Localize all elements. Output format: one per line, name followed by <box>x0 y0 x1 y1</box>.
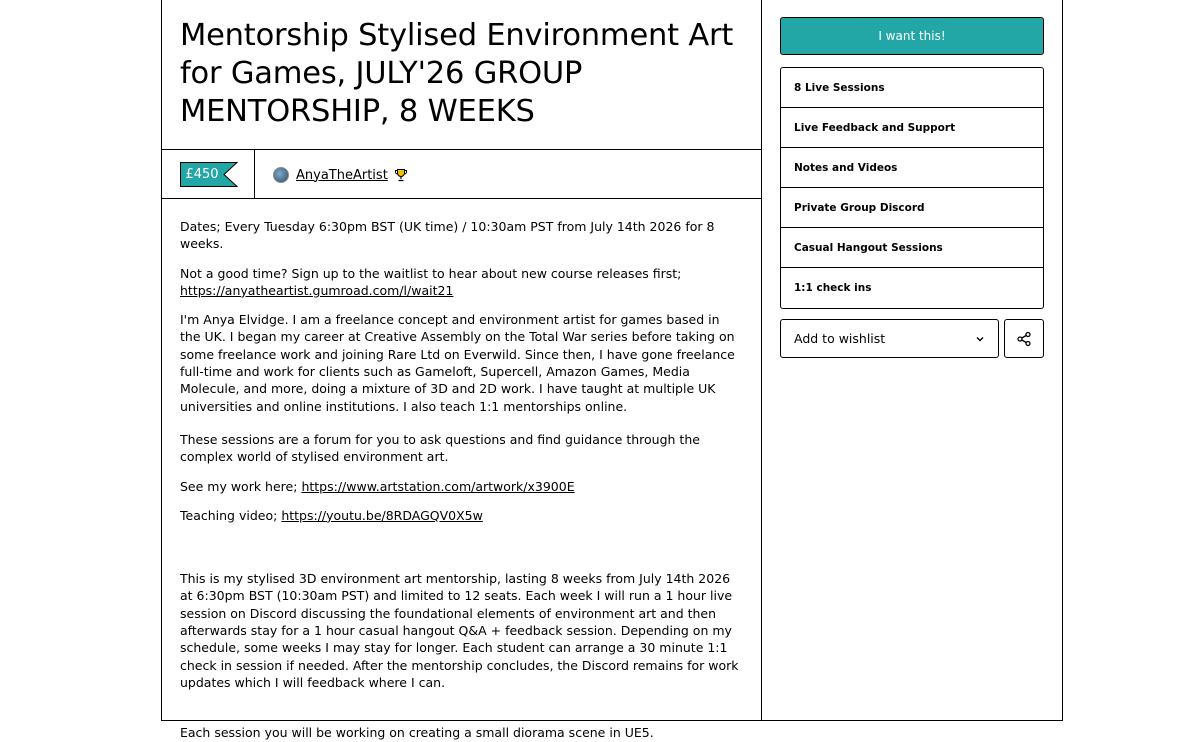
description-diorama: Each session you will be working on creating a small diorama scene in UE5. <box>180 725 654 741</box>
video-link[interactable]: https://youtu.be/8RDAGQV0X5w <box>281 507 483 523</box>
waitlist-text: Not a good time? Sign up to the waitlist to hear about new course releases first; <box>180 265 682 281</box>
wishlist-label: Add to wishlist <box>794 331 886 346</box>
description-overview: This is my stylised 3D environment art mentorship, lasting 8 weeks from July 14th 2026 at 6:30pm BST (10:30am PST) and limited to 12 seats. Each week I will run a 1 hour live session on Discord discussing the foundational elements of environment art and then afterwards stay for a 1 hour casual hangout Q&A + feedback session. Depending on my schedule, some weeks I may stay for longer. Each student can arrange a 30 minute 1:1 check in session if needed. After the mentorship concludes, the Discord remains for work updates which I will feedback where I can. <box>180 571 739 690</box>
portfolio-link[interactable]: https://www.artstation.com/artwork/x3900E <box>301 478 575 494</box>
description-forum: These sessions are a forum for you to ask questions and find guidance through the complex world of stylised environment art. <box>180 431 700 465</box>
feature-item: Casual Hangout Sessions <box>781 228 1043 268</box>
meta-divider <box>162 198 761 199</box>
price-creator-separator <box>254 149 255 199</box>
description-portfolio <box>180 478 742 495</box>
buy-button[interactable]: I want this! <box>780 17 1044 55</box>
description-waitlist <box>180 265 742 300</box>
share-button[interactable] <box>1004 319 1044 358</box>
description-dates: Dates; Every Tuesday 6:30pm BST (UK time) / 10:30am PST from July 14th 2026 for 8 weeks. <box>180 219 715 252</box>
feature-item: Notes and Videos <box>781 148 1043 188</box>
video-text: Teaching video; <box>180 507 278 523</box>
feature-item: Private Group Discord <box>781 188 1043 228</box>
creator-name[interactable]: AnyaTheArtist <box>296 167 388 183</box>
description-video <box>180 507 742 524</box>
feature-item: 1:1 check ins <box>794 282 872 294</box>
price-value: £450 <box>185 167 219 182</box>
share-icon <box>1016 331 1032 347</box>
chevron-down-icon <box>975 334 985 344</box>
feature-list <box>780 67 1044 309</box>
title-divider <box>162 149 761 150</box>
column-divider <box>761 0 762 720</box>
waitlist-link[interactable]: https://anyatheartist.gumroad.com/l/wait21 <box>180 282 454 298</box>
product-description <box>180 218 742 742</box>
portfolio-text: See my work here; <box>180 478 298 494</box>
product-title: Mentorship Stylised Environment Art for Games, JULY'26 GROUP MENTORSHIP, 8 WEEKS <box>180 18 734 129</box>
creator-link[interactable] <box>273 165 408 185</box>
creator-avatar <box>273 167 289 183</box>
add-to-wishlist-dropdown[interactable] <box>780 319 999 358</box>
description-bio: I'm Anya Elvidge. I am a freelance concept and environment artist for games based in the UK. I began my career at Creative Assembly on the Total War series before taking on some freelance work and joining Rare Ltd on Everwild. Since then, I have gone freelance full-time and work for clients such as Gameloft, Supercell, Amazon Games, Media Molecule, and more, doing a mixture of 3D and 2D work. I have taught at multiple UK universities and online institutions. I also teach 1:1 mentorships online. <box>180 312 735 414</box>
trophy-icon <box>394 168 408 182</box>
feature-item: Live Feedback and Support <box>781 108 1043 148</box>
feature-item: 8 Live Sessions <box>781 68 1043 108</box>
